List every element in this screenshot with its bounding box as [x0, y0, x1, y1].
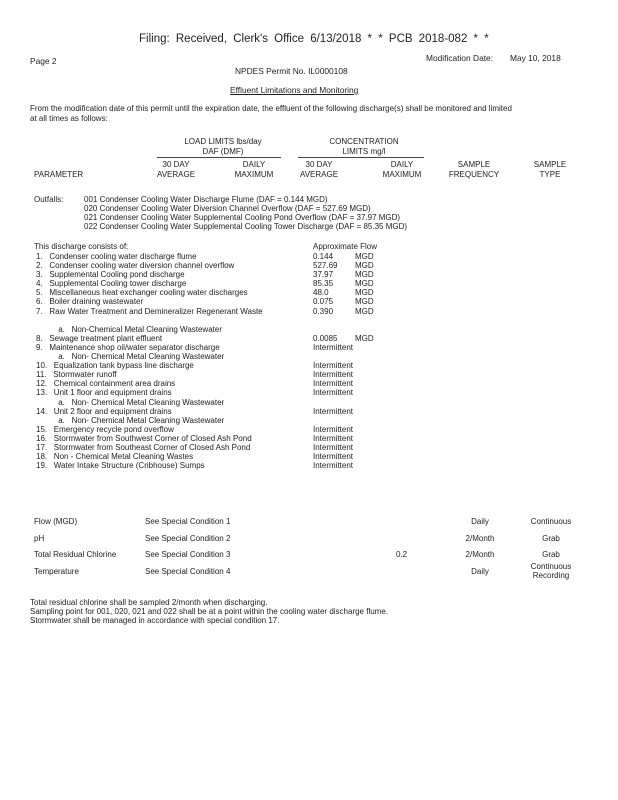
parameter-name: Total Residual Chlorine [34, 550, 117, 559]
flow-unit [355, 452, 374, 461]
special-condition: See Special Condition 1 [145, 517, 231, 526]
flow-unit: MGD [355, 279, 374, 289]
special-condition: See Special Condition 4 [145, 567, 231, 576]
discharge-item [36, 316, 263, 325]
flow-value: 0.075 [313, 297, 334, 307]
flow-unit: MGD [355, 288, 374, 298]
discharge-item: 7. Raw Water Treatment and Demineralizer Regenerant Waste [36, 306, 263, 316]
flow-unit [355, 316, 374, 325]
flow-unit: MGD [355, 252, 374, 261]
flow-unit [355, 398, 374, 407]
sample-frequency: 2/Month [465, 534, 495, 543]
flow-unit: MGD [355, 261, 374, 271]
discharge-item: a. Non-Chemical Metal Cleaning Wastewater [36, 324, 222, 334]
flow-unit [355, 461, 374, 470]
outfall-item: 022 Condenser Cooling Water Supplemental Cooling Tower Discharge (DAF = 85.35 MGD) [84, 222, 408, 232]
conc-30day-header: 30 DAY AVERAGE [299, 160, 339, 179]
flow-unit: MGD [355, 333, 374, 343]
flow-value: 0.390 [313, 306, 334, 316]
section-title: Effluent Limitations and Monitoring [230, 85, 359, 95]
conc-daily-max: 0.2 [396, 550, 408, 559]
flow-unit: MGD [355, 297, 374, 307]
sample-type: Continuous Recording [530, 562, 572, 580]
load-limits-rule [157, 157, 281, 158]
intro-line-2: at all times as follows: [30, 114, 108, 123]
flow-value: 527.69 [313, 261, 338, 271]
flow-value: Intermittent [313, 342, 354, 352]
outfall-item: 020 Condenser Cooling Water Diversion Channel Overflow (DAF = 527.69 MGD) [84, 204, 371, 214]
discharge-list [36, 252, 263, 470]
flow-unit [355, 434, 374, 443]
flow-value [313, 352, 353, 361]
intro-line-1: From the modification date of this permit until the expiration date, the effluent of the following discharge(s) shall be monitored and limited [30, 104, 512, 113]
flow-value: Intermittent [313, 433, 354, 443]
sample-type: Grab [542, 550, 560, 559]
flow-value: 85.35 [313, 279, 334, 289]
flow-units [355, 252, 374, 470]
flow-value: Intermittent [313, 424, 354, 434]
flow-value: Intermittent [313, 370, 354, 380]
discharge-item: a. Non- Chemical Metal Cleaning Wastewater [36, 415, 225, 425]
load-daily-header: DAILY MAXIMUM [234, 160, 274, 179]
special-condition: See Special Condition 3 [145, 550, 231, 559]
flow-value: Intermittent [313, 361, 354, 371]
sample-frequency: Daily [471, 517, 489, 526]
discharge-item: 18. Non - Chemical Metal Cleaning Wastes [36, 452, 194, 462]
sample-type: Continuous [530, 517, 572, 526]
flow-value: Intermittent [313, 379, 354, 389]
approximate-flow-header: Approximate Flow [313, 242, 378, 251]
parameter-header: PARAMETER [34, 170, 84, 179]
modification-label: Modification Date: [426, 53, 494, 63]
flow-unit [355, 379, 374, 388]
concentration-rule [298, 157, 424, 158]
flow-unit [355, 361, 374, 370]
flow-value [313, 398, 353, 407]
concentration-header: CONCENTRATION LIMITS mg/l [329, 137, 399, 156]
flow-value: 37.97 [313, 270, 334, 280]
discharge-item: 14. Unit 2 floor and equipment drains [36, 406, 172, 416]
discharge-item: 17. Stormwater from Southeast Corner of Closed Ash Pond [36, 442, 251, 452]
flow-value [313, 416, 353, 425]
load-30day-header: 30 DAY AVERAGE [156, 160, 196, 179]
discharge-item: 16. Stormwater from Southwest Corner of Closed Ash Pond [36, 433, 252, 443]
flow-value: 0.144 [313, 252, 334, 261]
flow-unit [355, 407, 374, 416]
flow-value: Intermittent [313, 406, 354, 416]
flow-value [313, 325, 353, 334]
flow-unit: MGD [355, 270, 374, 280]
outfalls-label: Outfalls: [34, 195, 64, 204]
outfalls-list [84, 195, 407, 231]
filing-stamp: Filing: Received, Clerk's Office 6/13/2018 * * PCB 2018-082 * * [139, 33, 489, 45]
flow-value: Intermittent [313, 452, 354, 462]
flow-unit [355, 352, 374, 361]
footer-note: Stormwater shall be managed in accordance with special condition 17. [30, 616, 280, 626]
discharge-item: a. Non- Chemical Metal Cleaning Wastewater [36, 352, 225, 362]
flow-unit [355, 416, 374, 425]
modification-date: May 10, 2018 [510, 53, 561, 63]
parameter-name: Temperature [34, 567, 79, 576]
flow-unit [355, 325, 374, 334]
flow-unit [355, 343, 374, 352]
flow-value: Intermittent [313, 461, 354, 471]
discharge-item: 13. Unit 1 floor and equipment drains [36, 388, 172, 398]
discharge-item: 10. Equalization tank bypass line discharge [36, 361, 194, 371]
flow-unit: MGD [355, 306, 374, 316]
load-limits-header: LOAD LIMITS lbs/day DAF (DMF) [184, 137, 262, 156]
discharge-item: 9. Maintenance shop oil/water separator discharge [36, 342, 220, 352]
parameter-name: pH [34, 534, 45, 543]
discharge-item: 2. Condenser cooling water diversion channel overflow [36, 261, 235, 271]
conc-daily-header: DAILY MAXIMUM [382, 160, 422, 179]
flow-value: 0.0085 [313, 333, 338, 343]
sample-type: Grab [542, 534, 560, 543]
permit-number: NPDES Permit No. IL0000108 [235, 66, 348, 76]
discharge-item: 19. Water Intake Structure (Cribhouse) Sumps [36, 461, 205, 471]
discharge-item: 5. Miscellaneous heat exchanger cooling water discharges [36, 288, 248, 298]
flow-value: Intermittent [313, 388, 354, 398]
outfall-item: 021 Condenser Cooling Water Supplemental Cooling Pond Overflow (DAF = 37.97 MGD) [84, 213, 401, 223]
sample-frequency-header: SAMPLE FREQUENCY [448, 160, 500, 179]
footer-note: Sampling point for 001, 020, 021 and 022 shall be at a point within the cooling water discharge flume. [30, 607, 389, 617]
discharge-item: 8. Sewage treatment plant effluent [36, 333, 163, 343]
special-condition: See Special Condition 2 [145, 534, 231, 543]
discharge-item: 1. Condenser cooling water discharge flume [36, 252, 197, 261]
sample-type-header: SAMPLE TYPE [533, 160, 567, 179]
discharge-item: 6. Boiler draining wastewater [36, 297, 144, 307]
parameter-name: Flow (MGD) [34, 517, 78, 526]
flow-unit [355, 388, 374, 397]
discharge-intro: This discharge consists of: [34, 242, 129, 251]
flow-values [313, 252, 353, 470]
outfall-item: 001 Condenser Cooling Water Discharge Flume (DAF = 0.144 MGD) [84, 195, 328, 204]
flow-unit [355, 443, 374, 452]
flow-unit [355, 425, 374, 434]
discharge-item: 11. Stormwater runoff [36, 370, 117, 380]
flow-value: Intermittent [313, 442, 354, 452]
sample-frequency: Daily [471, 567, 489, 576]
flow-value: 48.0 [313, 288, 329, 298]
discharge-item: 4. Supplemental Cooling tower discharge [36, 279, 187, 289]
flow-value [313, 316, 353, 325]
discharge-item: 3. Supplemental Cooling pond discharge [36, 270, 185, 280]
discharge-item: a. Non- Chemical Metal Cleaning Wastewater [36, 397, 225, 407]
flow-unit [355, 370, 374, 379]
discharge-item: 15. Emergency recycle pond overflow [36, 424, 174, 434]
page-number: Page 2 [30, 56, 57, 66]
footer-note: Total residual chlorine shall be sampled 2/month when discharging. [30, 598, 268, 607]
discharge-item: 12. Chemical containment area drains [36, 379, 176, 389]
sample-frequency: 2/Month [465, 550, 495, 559]
footer-notes [30, 598, 388, 625]
